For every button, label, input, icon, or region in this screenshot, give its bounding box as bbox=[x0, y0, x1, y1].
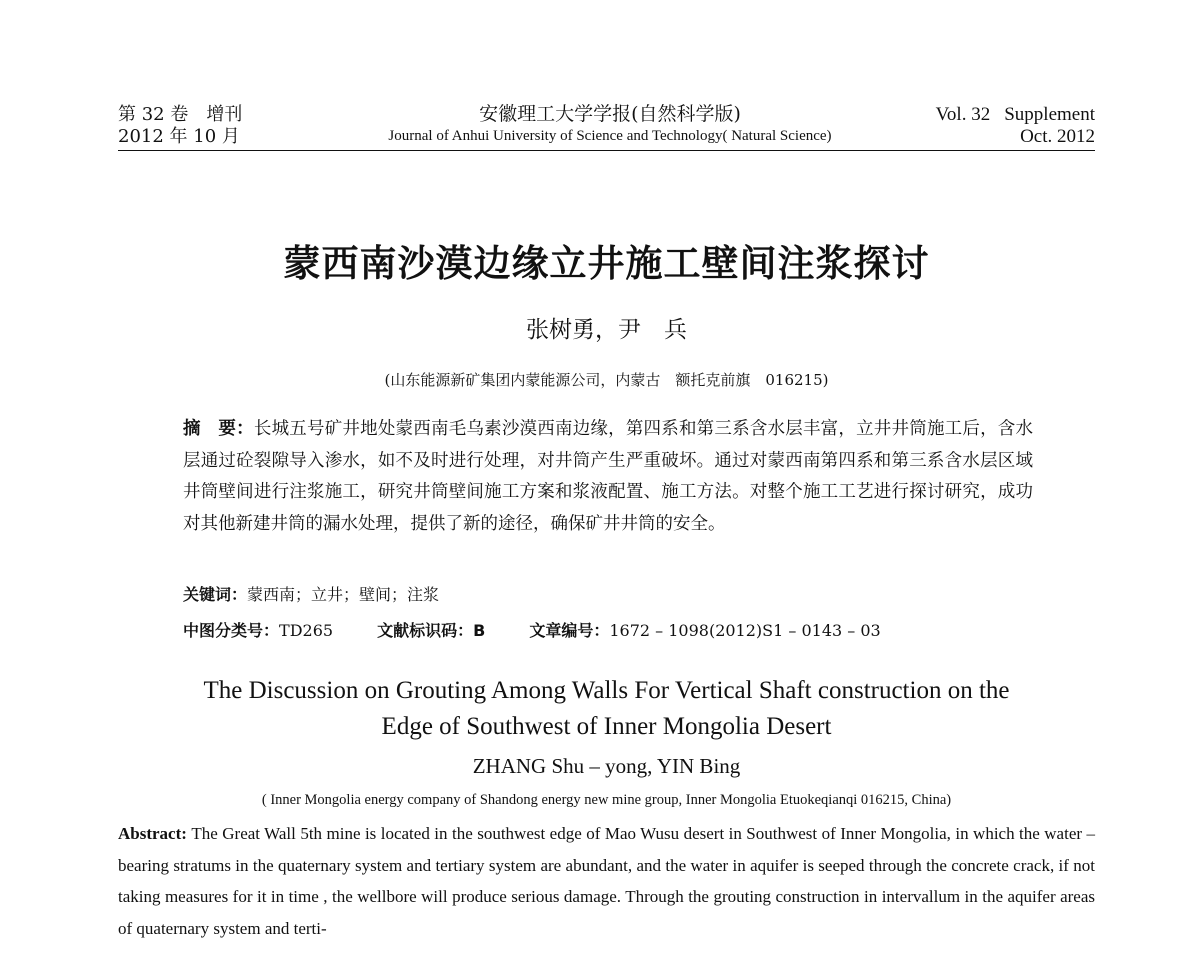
header-journal bbox=[320, 103, 900, 147]
keywords-line: 关键词：蒙西南；立井；壁间；注浆 bbox=[183, 585, 440, 604]
authors-en: ZHANG Shu – yong, YIN Bing bbox=[472, 754, 741, 778]
abstract-en-label: Abstract bbox=[118, 824, 182, 843]
article-no-label: 文章编号 bbox=[529, 621, 594, 640]
header-right bbox=[835, 104, 1095, 148]
header-left bbox=[118, 104, 328, 148]
abstract-cn-text: 长城五号矿井地处蒙西南毛乌素沙漠西南边缘，第四系和第三系含水层丰富，立井井筒施工后，含水层通过砼裂隙导入渗水，如不及时进行处理，对井筒产生严重破坏。通过对蒙西南第四系和第三系含水层区域井筒壁间进行注浆施工，研究井筒壁间施工方案和浆液配置、施工方法。对整个施工工艺进行探讨研究，成功对其他新建井筒的漏水处理，提供了新的途径，确保矿井井筒的安全。 bbox=[183, 419, 1034, 534]
article-title-cn: 蒙西南沙漠边缘立井施工壁间注浆探讨 bbox=[283, 241, 930, 285]
supplement-en: Supplement bbox=[1004, 104, 1095, 125]
affiliation-en: ( Inner Mongolia energy company of Shandong energy new mine group, Inner Mongolia Etuokeqianqi 016215, China) bbox=[261, 792, 952, 808]
title-en-line-2: Edge of Southwest of Inner Mongolia Desert bbox=[381, 713, 832, 740]
article-no-value: 1672 – 1098(2012)S1 – 0143 – 03 bbox=[609, 621, 881, 640]
abstract-cn-label: 摘 要 bbox=[183, 419, 237, 439]
classification-line: 中图分类号：TD265 文献标识码：B 文章编号：1672 – 1098(2012)S1 – 0143 – 03 bbox=[183, 621, 881, 640]
header-rule bbox=[118, 150, 1095, 151]
volume-en: Vol. 32 bbox=[935, 104, 991, 125]
authors-cn: 张树勇，尹 兵 bbox=[526, 317, 687, 343]
keywords-value: 蒙西南；立井；壁间；注浆 bbox=[247, 585, 440, 604]
keywords-label: 关键词 bbox=[183, 585, 232, 604]
clc-value: TD265 bbox=[279, 621, 334, 640]
date-cn: 2012 年 10 月 bbox=[118, 126, 240, 147]
doc-code-value: B bbox=[473, 621, 486, 640]
volume-cn: 第 32 卷 增刊 bbox=[118, 104, 243, 125]
clc-label: 中图分类号 bbox=[183, 621, 264, 640]
article-title-en bbox=[118, 673, 1095, 745]
journal-name-en: Journal of Anhui University of Science and Technology( Natural Science) bbox=[388, 128, 832, 144]
abstract-cn: 摘 要：长城五号矿井地处蒙西南毛乌素沙漠西南边缘，第四系和第三系含水层丰富，立井井筒施工后，含水层通过砼裂隙导入渗水，如不及时进行处理，对井筒产生严重破坏。通过对蒙西南第四系和第三系含水层区域井筒壁间进行注浆施工，研究井筒壁间施工方案和浆液配置、施工方法。对整个施工工艺进行探讨研究，成功对其他新建井筒的漏水处理，提供了新的途径，确保矿井井筒的安全。 bbox=[183, 419, 1034, 534]
abstract-en-text: The Great Wall 5th mine is located in the southwest edge of Mao Wusu desert in Southwest of Inner Mongolia, in which the water – bearing stratums in the quaternary system and tertiary system are abundant, and the water in aquifer is seeped through the concrete crack, if not taking measures for it in time , the wellbore will produce serious damage. Through the grouting construction in intervallum in the aquifer areas of quaternary system and terti- bbox=[118, 824, 1095, 938]
journal-name-cn: 安徽理工大学学报(自然科学版) bbox=[479, 103, 741, 125]
title-en-line-1: The Discussion on Grouting Among Walls For Vertical Shaft construction on the bbox=[203, 677, 1010, 704]
doc-code-label: 文献标识码 bbox=[377, 621, 458, 640]
affiliation-cn: (山东能源新矿集团内蒙能源公司，内蒙古 额托克前旗 016215) bbox=[384, 371, 829, 389]
abstract-en: Abstract: The Great Wall 5th mine is located in the southwest edge of Mao Wusu desert in Southwest of Inner Mongolia, in which the water – bearing stratums in the quaternary system and tertiary system are abundant, and the water in aquifer is seeped through the concrete crack, if not taking measures for it in time , the wellbore will produce serious damage. Through the grouting construction in intervallum in the aquifer areas of quaternary system and terti- bbox=[118, 824, 1095, 938]
date-en: Oct. 2012 bbox=[1020, 126, 1095, 147]
